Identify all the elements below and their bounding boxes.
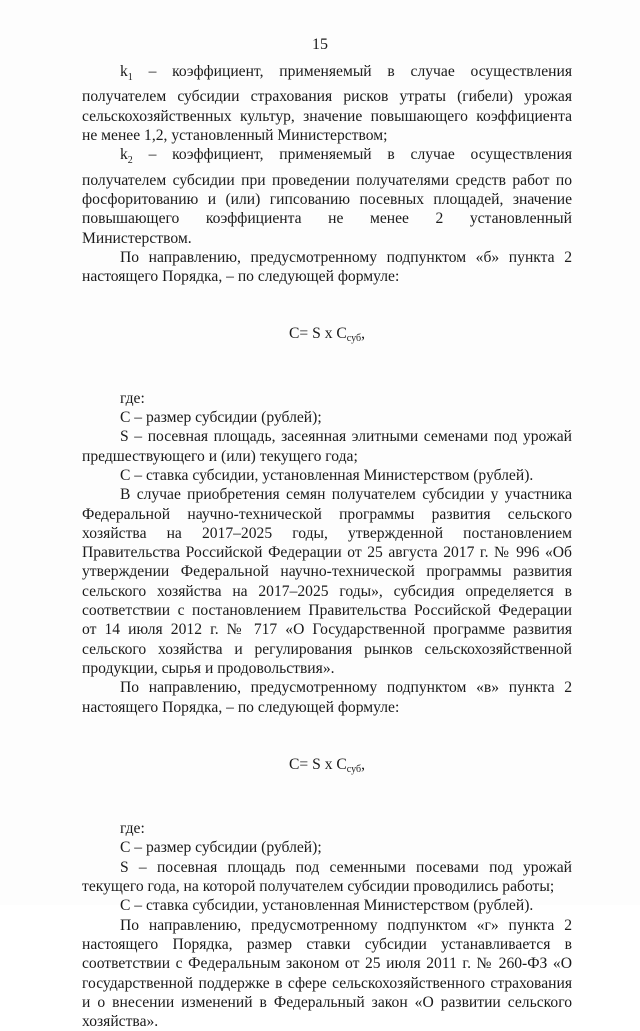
s-definition-2: S – посевная площадь под семенными посевами под урожай текущего года, на которой получателем субсидии проводились работы; — [82, 858, 572, 896]
c-definition-1: C – размер субсидии (рублей); — [120, 409, 322, 427]
k2-text: – коэффициент, применяемый в случае осуществления получателем субсидии при проведении получателями средств работ по фосфоритованию и (или) гипсованию посевных площадей, значение повышающего коэффициента не менее 2 установленный Министерством. — [82, 146, 572, 247]
direction-b-intro: По направлению, предусмотренному подпунктом «б» пункта 2 настоящего Порядка, – по следующей формуле: — [82, 248, 572, 286]
k1-definition — [82, 62, 572, 145]
formula-v-subscript: суб — [346, 763, 362, 775]
formula-v — [82, 755, 572, 779]
k2-definition — [82, 145, 572, 248]
document-body — [82, 62, 572, 1031]
direction-v-intro: По направлению, предусмотренному подпунктом «в» пункта 2 настоящего Порядка, – по следующей формуле: — [82, 679, 572, 716]
k2-symbol: k — [120, 146, 128, 164]
purchase-paragraph: В случае приобретения семян получателем субсидии у участника Федеральной научно-технической программы развития сельского хозяйства на 2017–2025 годы, утвержденной постановлением Правительства Российской Федерации от 25 августа 2017 г. № 996 «Об утверждении Федеральной научно-технической программы развития сельского хозяйства на 2017–2025 годы», субсидия определяется в соответствии с постановлением Правительства Российской Федерации от 14 июля 2012 г. № 717 «О Государственной программе развития сельского хозяйства и регулирования рынков сельскохозяйственной продукции, сырья и продовольствия». — [82, 486, 572, 677]
k1-subscript: 1 — [127, 72, 133, 84]
formula-b-subscript: суб — [346, 333, 362, 345]
formula-b-tail: , — [361, 325, 365, 343]
page-number: 15 — [312, 36, 328, 53]
c-definition-2: C – размер субсидии (рублей); — [120, 839, 322, 857]
formula-b-main: C= S x C — [289, 325, 347, 343]
formula-b — [82, 324, 572, 348]
direction-g-paragraph: По направлению, предусмотренному подпунктом «г» пункта 2 настоящего Порядка, размер ставки субсидии устанавливается в соответствии с Федеральным законом от 25 июля 2011 г. № 260-ФЗ «О государственной поддержке в сфере сельскохозяйственного страхования и о внесении изменений в Федеральный закон «О развитии сельского хозяйства». — [82, 916, 572, 1031]
s-definition-1: S – посевная площадь, засеянная элитными семенами под урожай предшествующего и (или) текущего года; — [82, 428, 572, 465]
where-label-1: где: — [120, 389, 145, 407]
k1-symbol: k — [120, 63, 128, 80]
where-label-2: где: — [120, 820, 145, 838]
formula-v-main: C= S x C — [289, 755, 347, 773]
csub-definition-1: C – ставка субсидии, установленная Министерством (рублей). — [120, 466, 534, 484]
csub-definition-2: C – ставка субсидии, установленная Министерством (рублей). — [120, 897, 534, 915]
k1-text: – коэффициент, применяемый в случае осуществления получателем субсидии страхования рисков утраты (гибели) урожая сельскохозяйственных культур, значение повышающего коэффициента не менее 1,2, установленный Министерством; — [82, 63, 572, 144]
k2-subscript: 2 — [127, 155, 133, 167]
formula-v-tail: , — [361, 755, 365, 773]
